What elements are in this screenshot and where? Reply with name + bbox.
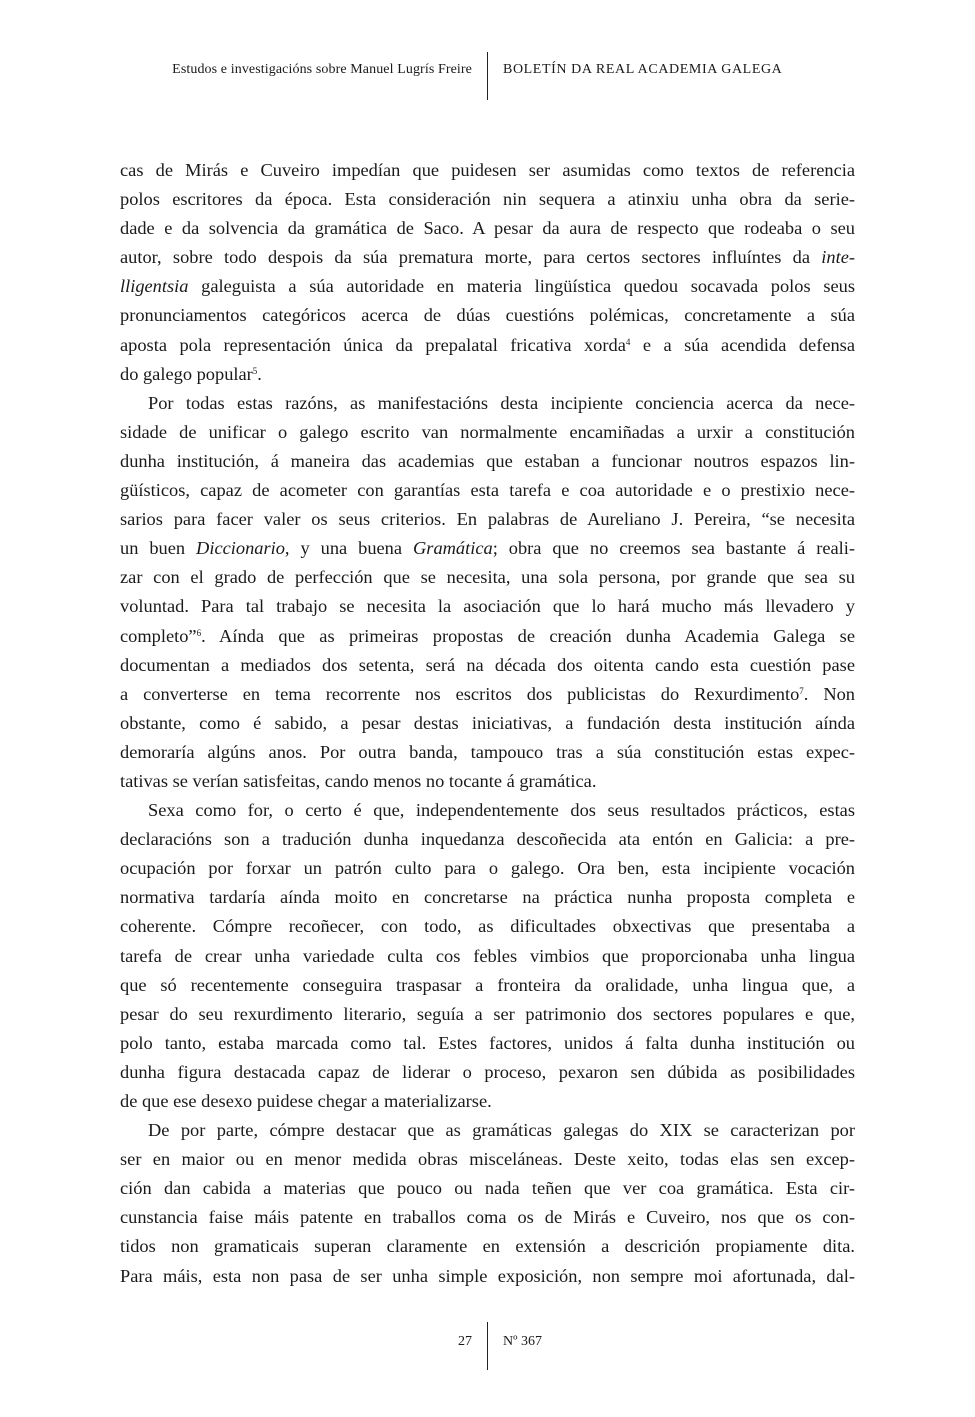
text-line [120,942,855,971]
text-run: sidade de unificar o galego escrito van normalmente encamiñadas a urxir a constitución [120,421,855,442]
text-run: de que ese desexo puidese chegar a materializarse. [120,1091,492,1111]
footnote-reference: 6 [196,627,202,638]
text-line [120,563,855,592]
text-line [120,796,855,825]
text-line [120,1232,855,1261]
paragraph [120,1116,855,1291]
text-run: polos escritores da época. Esta consideración nin sequera a atinxiu unha obra da serie- [120,189,855,210]
text-line [120,592,855,621]
text-line [120,680,855,709]
text-run: normativa tardaría aínda moito en concretarse na práctica nunha proposta completa e [120,887,855,908]
footnote-reference: 5 [252,365,258,376]
text-run: cas de Mirás e Cuveiro impedían que puidesen ser asumidas como textos de referencia [120,160,855,180]
text-run: voluntad. Para tal trabajo se necesita la asociación que lo hará mucho más llevadero y [120,596,855,617]
text-run: , y una buena [284,538,413,559]
text-run: un buen [120,538,197,559]
text-line [120,1058,855,1087]
text-run: aposta pola representación única da prepalatal fricativa xorda [120,334,626,355]
text-run: do galego popular [120,363,253,384]
text-run: completo” [120,625,197,646]
text-line [120,738,855,767]
text-run: dunha figura destacada capaz de liderar o proceso, pexaron sen dúbida as posibilidades [120,1061,855,1082]
text-line [120,651,855,680]
text-run: pesar do seu rexurdimento literario, seguía a ser patrimonio dos sectores populares e que, [120,1003,855,1024]
text-run: a converterse en tema recorrente nos escritos dos publicistas do Rexurdimento [120,683,800,704]
paragraph [120,796,855,1116]
text-run: cunstancia faise máis patente en traballos coma os de Mirás e Cuveiro, nos que os con- [120,1207,855,1228]
text-line [120,243,855,272]
page-number: 27 [458,1334,472,1349]
footnote-reference: 4 [625,336,631,347]
text-line [120,214,855,243]
text-run: declaracións son a tradución dunha inquedanza descoñecida ata entón en Galicia: a pre- [120,829,855,850]
text-run: galeguista a súa autoridade en materia lingüística quedou socavada polos seus [188,276,855,297]
text-line [120,1203,855,1232]
paragraph [120,156,855,389]
text-line [120,1087,855,1116]
text-line [120,1116,855,1145]
text-run: autor, sobre todo despois da súa prematura morte, para certos sectores influíntes da [120,247,822,268]
text-run: polo tanto, estaba marcada como tal. Estes factores, unidos á falta dunha institución ou [120,1032,855,1053]
text-line [120,331,855,360]
text-line [120,1262,855,1291]
text-run: . Non [803,683,855,704]
text-run: zar con el grado de perfección que se necesita, una sola persona, por grande que sea su [120,567,855,588]
issue-number: Nº 367 [503,1334,542,1349]
text-line [120,1174,855,1203]
text-run: dunha institución, á maneira das academias que estaban a funcionar noutros espazos lin- [120,450,855,471]
text-line [120,854,855,883]
text-run: que só recentemente conseguira traspasar a fronteira da oralidade, unha lingua que, a [120,974,855,995]
text-line [120,767,855,796]
text-run: De por parte, cómpre destacar que as gramáticas galegas do XIX se caracterizan por [148,1120,855,1141]
text-line [120,971,855,1000]
running-header-title: Estudos e investigacións sobre Manuel Lugrís Freire [172,62,472,77]
text-line [120,622,855,651]
text-line [120,447,855,476]
text-line [120,418,855,447]
header-divider [487,52,488,100]
text-run: coherente. Cómpre recoñecer, con todo, as dificultades obxectivas que presentaba a [120,916,855,937]
text-line [120,156,855,185]
footer-divider [487,1322,488,1370]
text-line [120,1029,855,1058]
text-line [120,709,855,738]
text-line [120,301,855,330]
text-run: sarios para facer valer os seus criterios. En palabras de Aureliano J. Pereira, “se necesita [120,509,855,530]
text-run: ción dan cabida a materias que pouco ou nada teñen que ver coa gramática. Esta cir- [120,1178,855,1199]
text-line [120,389,855,418]
text-run: ocupación por forxar un patrón culto para o galego. Ora ben, esta incipiente vocación [120,858,855,879]
text-run: obstante, como é sabido, a pesar destas iniciativas, a fundación desta institución aínda [120,712,855,733]
italic-text: Gramática [413,538,493,559]
footnote-reference: 7 [799,685,804,696]
text-run: ser en maior ou en menor medida obras misceláneas. Deste xeito, todas elas sen excep- [120,1149,855,1170]
text-run: documentan a mediados dos setenta, será na década dos oitenta cando esta cuestión pase [120,654,855,675]
text-line [120,272,855,301]
text-run: ; obra que no creemos sea bastante á reali- [492,538,855,559]
italic-text: inte- [821,247,855,268]
paragraph [120,389,855,796]
text-run: Para máis, esta non pasa de ser unha simple exposición, non sempre moi afortunada, dal- [120,1265,855,1286]
text-run: tidos non gramaticais superan claramente en extensión a descrición propiamente dita. [120,1236,855,1257]
text-run: demoraría algúns anos. Por outra banda, tampouco tras a súa constitución estas expec- [120,741,855,762]
text-run: tativas se verían satisfeitas, cando menos no tocante á gramática. [120,770,597,791]
text-run: Sexa como for, o certo é que, independentemente dos seus resultados prácticos, estas [148,800,855,821]
italic-text: Diccionario [196,538,285,559]
text-run: pronunciamentos categóricos acerca de dúas cuestións polémicas, concretamente a súa [120,305,855,326]
text-line [120,825,855,854]
running-header-journal: BOLETÍN DA REAL ACADEMIA GALEGA [503,62,783,77]
text-line [120,1000,855,1029]
text-run: tarefa de crear unha variedade culta cos febles vimbios que proporcionaba unha lingua [120,945,855,966]
text-run: Por todas estas razóns, as manifestacións desta incipiente conciencia acerca da nece- [148,392,855,413]
text-line [120,476,855,505]
text-line [120,883,855,912]
text-line [120,185,855,214]
text-run: e a súa acendida defensa [630,334,855,355]
body-text [120,156,855,1291]
text-run: . Aínda que as primeiras propostas de creación dunha Academia Galega se [201,625,855,646]
text-run: . [257,363,262,384]
text-line [120,360,855,389]
text-line [120,534,855,563]
text-line [120,912,855,941]
text-run: dade e da solvencia da gramática de Saco. A pesar da aura de respecto que rodeaba o seu [120,218,855,239]
italic-text: lligentsia [120,276,189,297]
text-run: güísticos, capaz de acometer con garantías esta tarefa e coa autoridade e o prestixio nece- [120,480,855,501]
text-line [120,505,855,534]
text-line [120,1145,855,1174]
